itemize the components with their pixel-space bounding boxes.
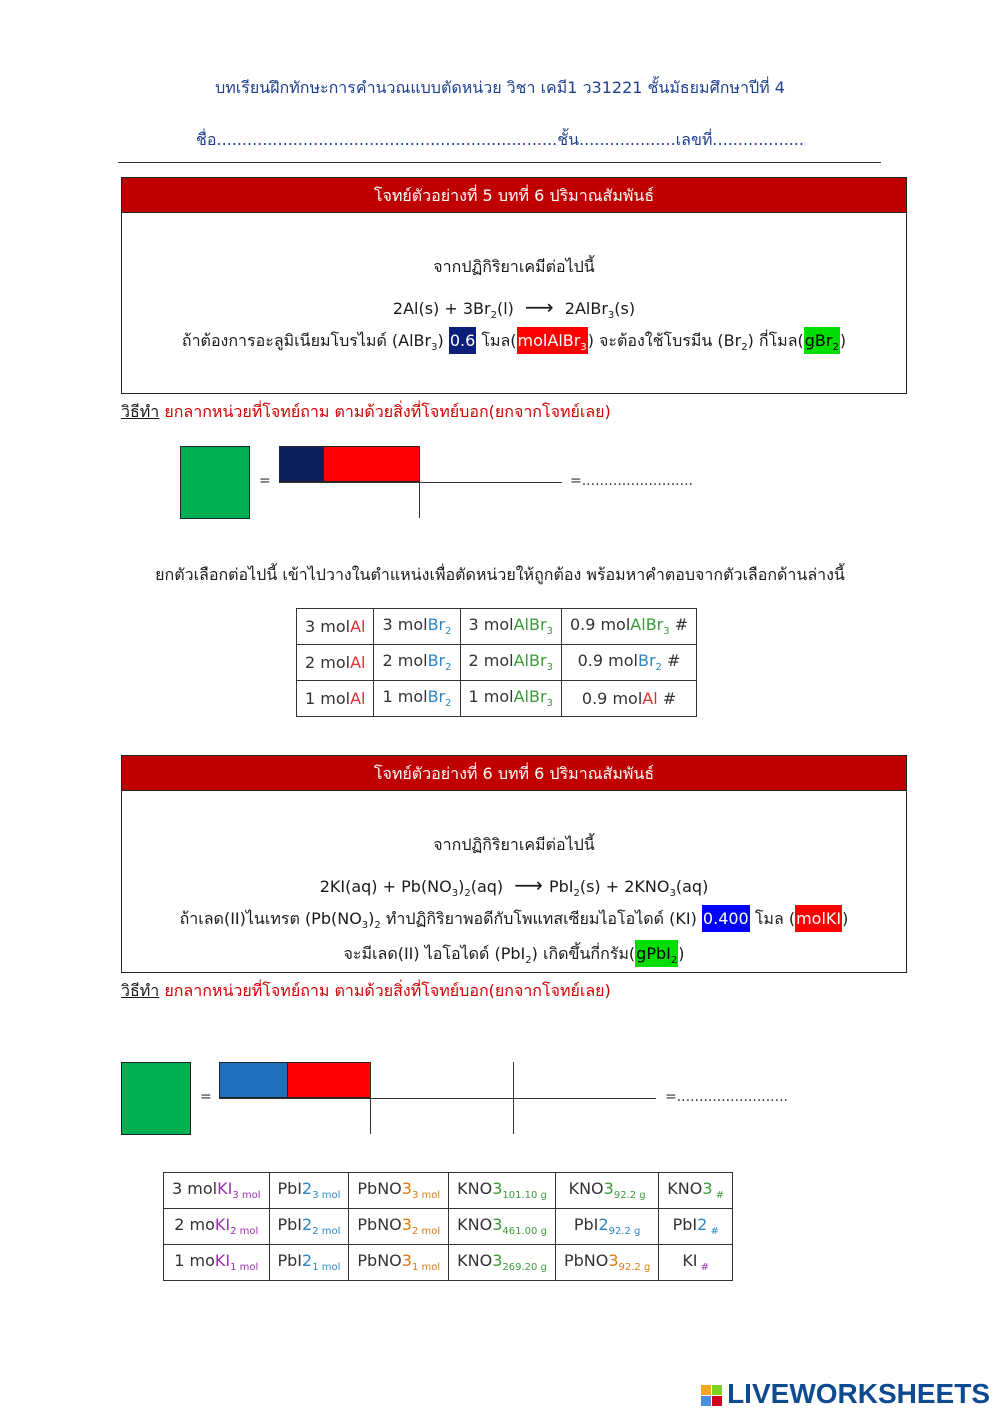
option-cell[interactable]: $KNO3_{92.2 g}$ bbox=[555, 1173, 658, 1209]
option-cell[interactable]: KNO3 $_{\#}$ bbox=[659, 1173, 733, 1209]
given-unit-drop[interactable] bbox=[287, 1062, 371, 1098]
option-cell[interactable]: 0.9 molBr$_2$ # bbox=[561, 645, 696, 681]
option-cell[interactable]: 0.9 molAlBr$_3$ # bbox=[561, 609, 696, 645]
option-row bbox=[297, 645, 697, 681]
example5-method: วิธีทำ ยกลากหน่วยที่โจทย์ถาม ตามด้วยสิ่งที่โจทย์บอก(ยกจากโจทย์เลย) bbox=[121, 402, 611, 421]
given-value: 0.6 bbox=[449, 327, 476, 354]
option-cell[interactable]: 1 molBr$_2$ bbox=[374, 681, 460, 717]
arrow-icon: ⟶ bbox=[525, 295, 554, 319]
option-cell[interactable]: $PbNO3_{92.2 g}$ bbox=[555, 1245, 658, 1281]
option-cell[interactable]: 3 molAlBr$_3$ bbox=[460, 609, 561, 645]
example6-equation: $2KI(aq) + Pb(NO_3)_2(aq)$ ⟶ $PbI_2(s) + 2KNO_3(aq)$ bbox=[319, 873, 709, 900]
target-unit: gBr$_2$ bbox=[804, 327, 840, 354]
instruction-text: ยกตัวเลือกต่อไปนี้ เข้าไปวางในตำแหน่งเพื่อตัดหน่วยให้ถูกต้อง พร้อมหาคำตอบจากตัวเลือกด้านล่างนี้ bbox=[155, 565, 845, 584]
option-cell[interactable]: KI $_{\#}$ bbox=[659, 1245, 733, 1281]
example5-equation: $2Al(s) + 3Br_2(l)$ ⟶ 2AlBr$_3$(s) bbox=[392, 295, 636, 322]
option-cell[interactable]: 2 molAlBr$_3$ bbox=[460, 645, 561, 681]
answer-blank[interactable]: =......................... bbox=[570, 473, 693, 489]
target-unit: gPbI$_2$ bbox=[635, 940, 678, 967]
option-row bbox=[164, 1173, 733, 1209]
given-unit: molAlBr$_3$ bbox=[517, 327, 588, 354]
liveworksheets-logo: LIVEWORKSHEETS bbox=[701, 1378, 990, 1410]
example5-intro: จากปฏิกิริยาเคมีต่อไปนี้ bbox=[433, 257, 595, 276]
equals-sign: = bbox=[259, 473, 271, 489]
option-row bbox=[164, 1245, 733, 1281]
option-cell[interactable]: 3 molBr$_2$ bbox=[374, 609, 460, 645]
example5-options-table bbox=[296, 608, 697, 717]
divider bbox=[118, 162, 881, 163]
option-cell[interactable]: $PbNO3_{1 mol}$ bbox=[349, 1245, 449, 1281]
name-line: ชื่อ...................................................................ชั้น...................เลขที่.................. bbox=[196, 130, 804, 149]
answer-drop-box[interactable] bbox=[121, 1062, 191, 1135]
option-cell[interactable]: 2 moKI$_{2 mol}$ bbox=[164, 1209, 270, 1245]
option-cell[interactable]: $PbI2_{92.2 g}$ bbox=[555, 1209, 658, 1245]
option-cell[interactable]: $PbNO3_{2 mol}$ bbox=[349, 1209, 449, 1245]
fraction-line bbox=[219, 1098, 656, 1099]
option-cell[interactable]: 2 molBr$_2$ bbox=[374, 645, 460, 681]
given-unit-drop[interactable] bbox=[323, 446, 420, 482]
option-cell[interactable]: 1 molAlBr$_3$ bbox=[460, 681, 561, 717]
fraction-divider bbox=[513, 1062, 514, 1134]
example6-box bbox=[121, 790, 907, 973]
example6-options-table bbox=[163, 1172, 733, 1281]
arrow-icon: ⟶ bbox=[514, 873, 543, 897]
option-cell[interactable]: $KNO3_{101.10 g}$ bbox=[449, 1173, 556, 1209]
option-cell[interactable]: $KNO3_{269.20 g}$ bbox=[449, 1245, 556, 1281]
option-cell[interactable]: $PbNO3_{3 mol}$ bbox=[349, 1173, 449, 1209]
option-cell[interactable]: PbI2 $_{\#}$ bbox=[659, 1209, 733, 1245]
option-cell[interactable]: 0.9 molAl # bbox=[561, 681, 696, 717]
example6-question-line1: ถ้าเลด(II)ไนเทรต ($Pb(NO_3)_2$ ทำปฏิกิริยาพอดีกับโพแทสเซียมไอโอไดด์ (KI) 0.400 โมล (molKI) bbox=[122, 907, 906, 932]
option-cell[interactable]: $PbI2_{1 mol}$ bbox=[269, 1245, 349, 1281]
example6-intro: จากปฏิกิริยาเคมีต่อไปนี้ bbox=[433, 835, 595, 854]
option-cell[interactable]: 1 moKI$_{1 mol}$ bbox=[164, 1245, 270, 1281]
given-value-drop[interactable] bbox=[219, 1062, 288, 1098]
example5-banner: โจทย์ตัวอย่างที่ 5 บทที่ 6 ปริมาณสัมพันธ์ bbox=[121, 177, 907, 213]
answer-blank[interactable]: =......................... bbox=[665, 1089, 788, 1105]
example6-question-line2: จะมีเลด(II) ไอโอไดด์ (PbI$_2$) เกิดขึ้นกี่กรัม(gPbI$_2$) bbox=[122, 942, 906, 967]
fraction-line bbox=[279, 482, 562, 483]
example6-method: วิธีทำ ยกลากหน่วยที่โจทย์ถาม ตามด้วยสิ่งที่โจทย์บอก(ยกจากโจทย์เลย) bbox=[121, 981, 611, 1000]
option-row bbox=[297, 681, 697, 717]
fraction-divider bbox=[370, 1062, 371, 1134]
given-value: 0.400 bbox=[702, 905, 750, 932]
given-value-drop[interactable] bbox=[279, 446, 324, 482]
option-cell[interactable]: 3 molAl bbox=[297, 609, 374, 645]
logo-icon bbox=[701, 1385, 723, 1407]
option-row bbox=[297, 609, 697, 645]
option-cell[interactable]: 3 molKI$_{3 mol}$ bbox=[164, 1173, 270, 1209]
fraction-divider bbox=[419, 446, 420, 518]
option-cell[interactable]: 1 molAl bbox=[297, 681, 374, 717]
option-cell[interactable]: $PbI2_{3 mol}$ bbox=[269, 1173, 349, 1209]
option-cell[interactable]: $PbI2_{2 mol}$ bbox=[269, 1209, 349, 1245]
worksheet-title: บทเรียนฝึกทักษะการคำนวณแบบตัดหน่วย วิชา เคมี1 ว31221 ชั้นมัธยมศึกษาปีที่ 4 bbox=[215, 78, 785, 97]
option-cell[interactable]: 2 molAl bbox=[297, 645, 374, 681]
example6-banner: โจทย์ตัวอย่างที่ 6 บทที่ 6 ปริมาณสัมพันธ์ bbox=[121, 755, 907, 791]
example5-box bbox=[121, 212, 907, 394]
option-row bbox=[164, 1209, 733, 1245]
example5-question: ถ้าต้องการอะลูมิเนียมโบรไมด์ (AlBr$_3$) 0.6 โมล(molAlBr$_3$) จะต้องใช้โบรมีน $(Br_2)$ กี่โมล(gBr$_2$) bbox=[122, 329, 906, 354]
equals-sign: = bbox=[200, 1089, 212, 1105]
option-cell[interactable]: $KNO3_{461.00 g}$ bbox=[449, 1209, 556, 1245]
answer-drop-box[interactable] bbox=[180, 446, 250, 519]
given-unit: molKI bbox=[795, 905, 842, 932]
